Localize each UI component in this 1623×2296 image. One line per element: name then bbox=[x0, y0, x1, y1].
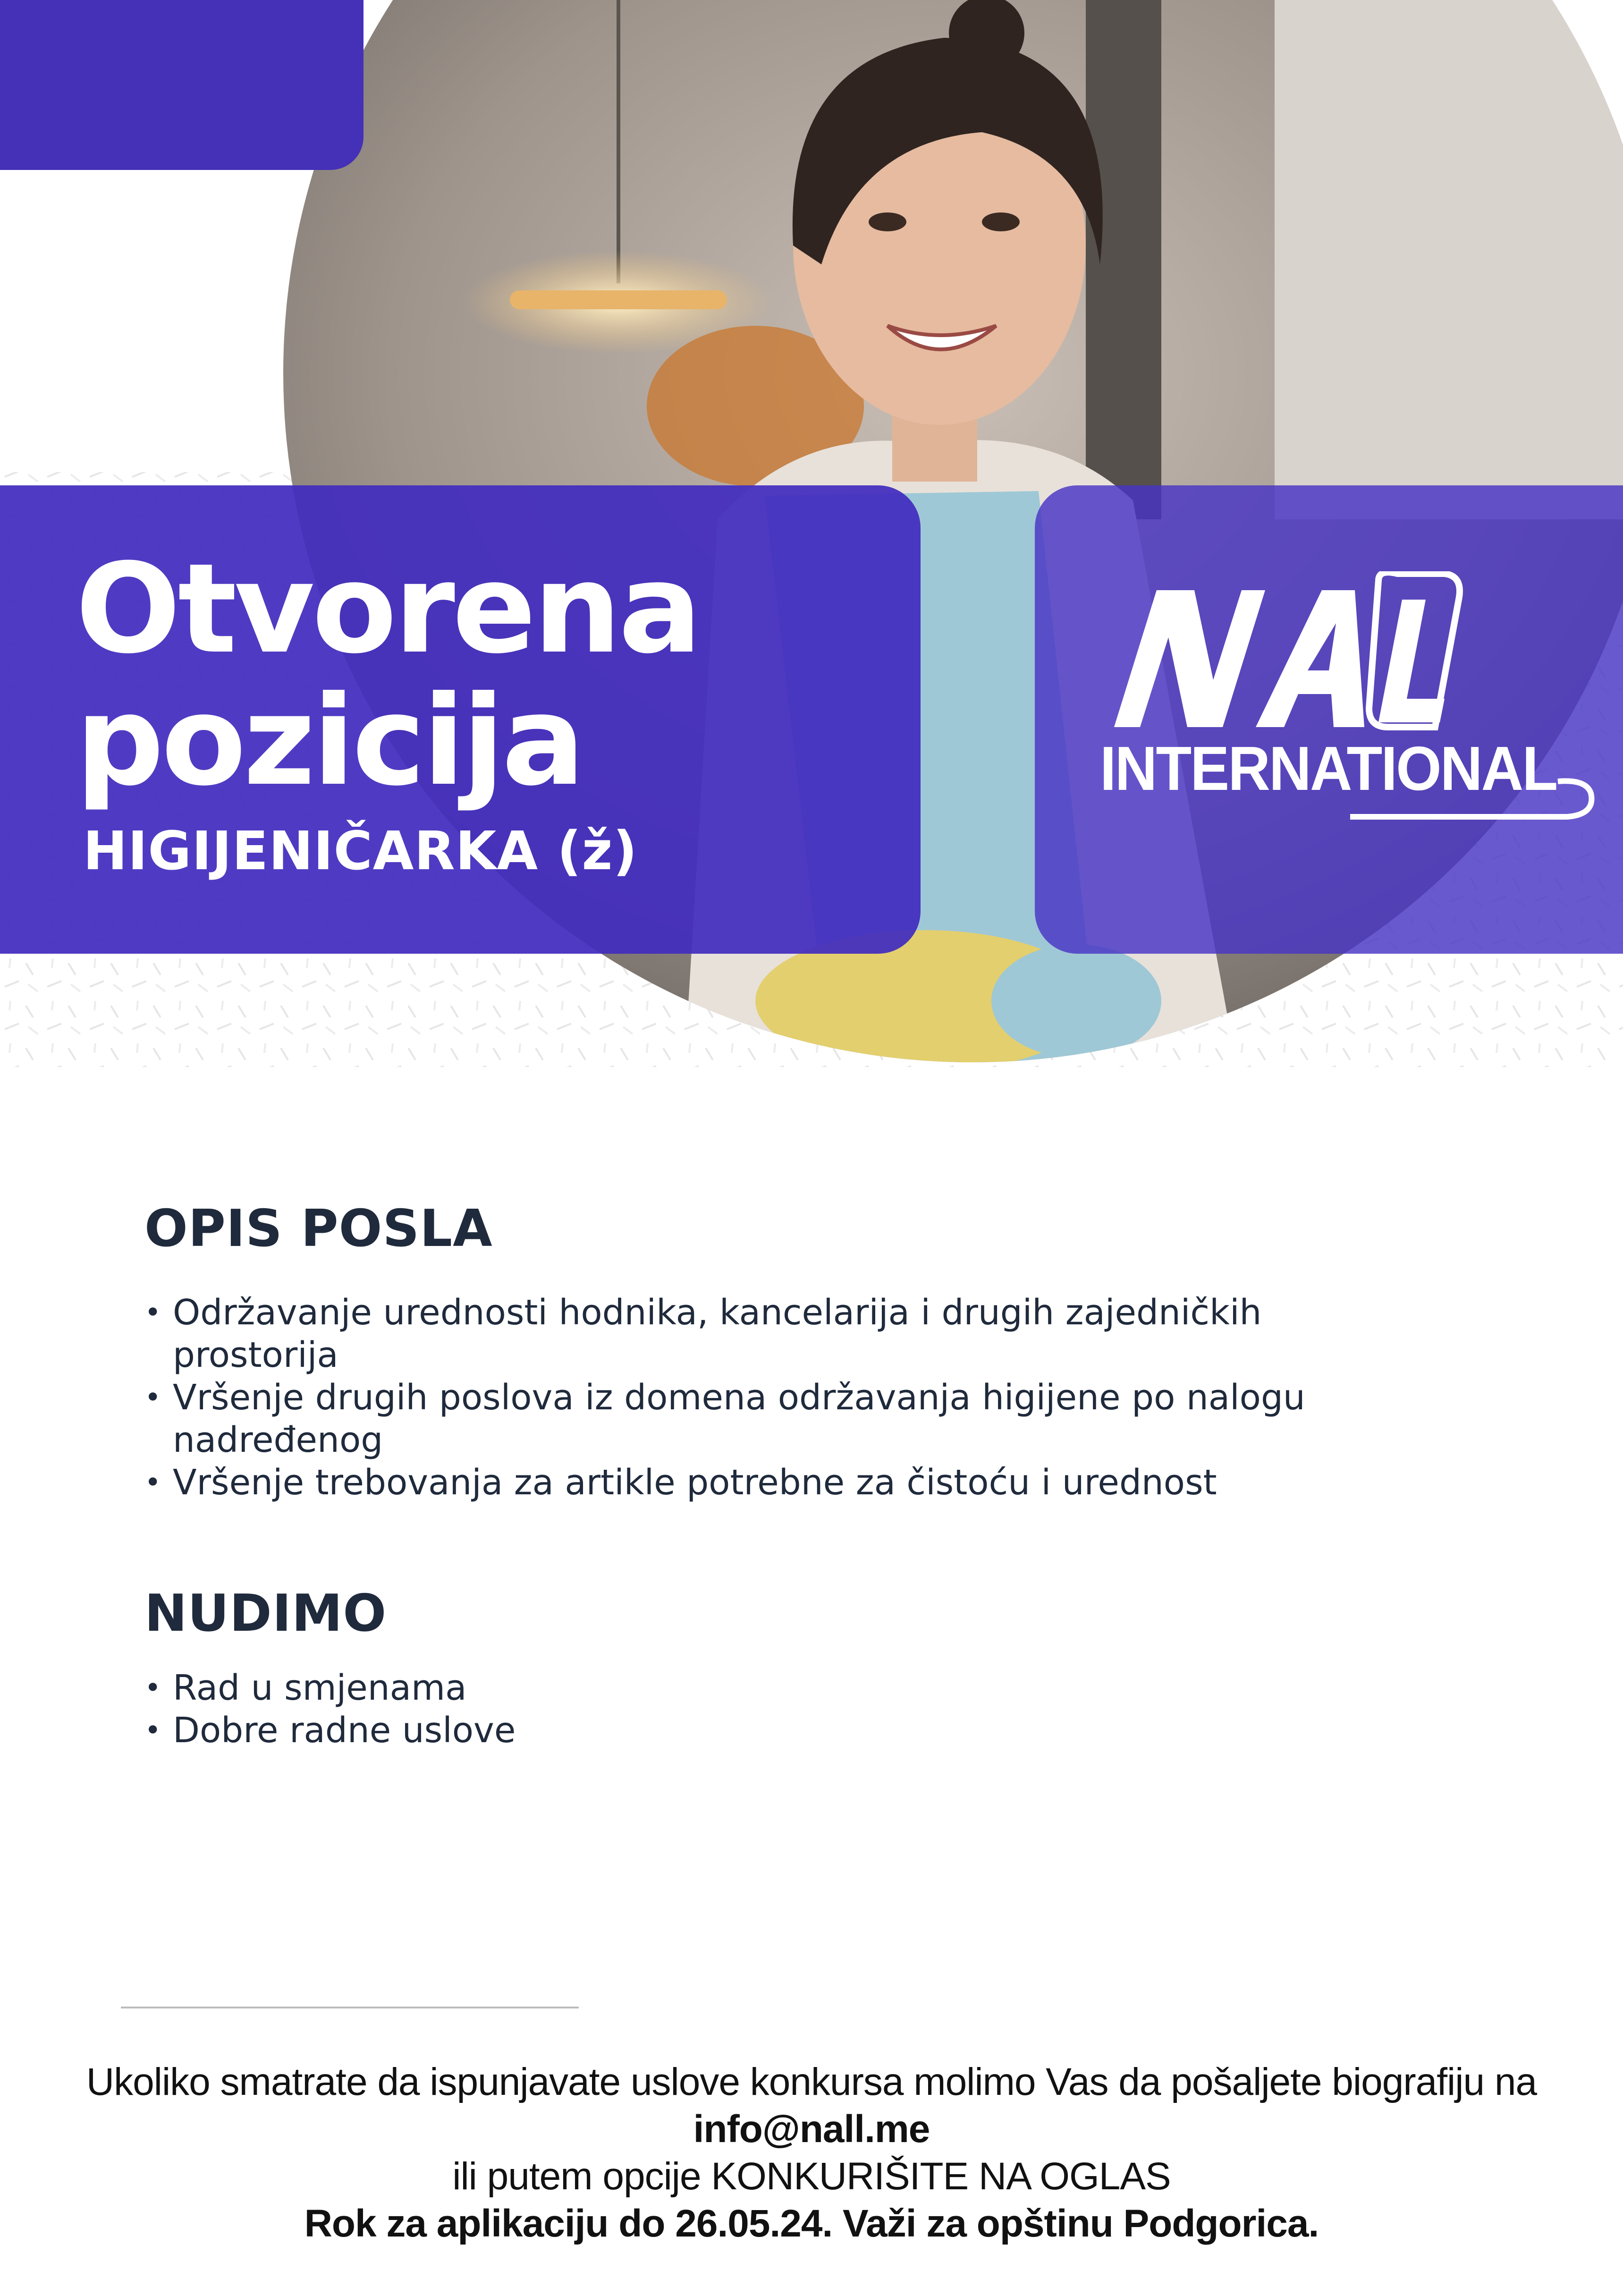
job-details bbox=[144, 1199, 1419, 1752]
footer-divider bbox=[121, 2007, 579, 2008]
list-item: • Vršenje drugih poslova iz domena održavanja higijene po nalogu nadređenog bbox=[144, 1376, 1419, 1461]
apply-instructions-text: Ukoliko smatrate da ispunjavate uslove konkursa molimo Vas da pošaljete biografiju na bbox=[86, 2060, 1537, 2103]
page-title bbox=[76, 537, 699, 813]
apply-option-text: ili putem opcije KONKURIŠITE NA OGLAS bbox=[452, 2155, 1171, 2198]
logo-wordmark: INTERNATIONAL bbox=[1100, 734, 1557, 803]
list-item: • Rad u smjenama bbox=[144, 1667, 1419, 1709]
job-position-title: HIGIJENIČARKA (ž) bbox=[83, 821, 638, 882]
list-item: • Održavanje urednosti hodnika, kancelarija i drugih zajedničkih prostorija bbox=[144, 1291, 1419, 1376]
contact-email-link[interactable]: info@nall.me bbox=[693, 2108, 930, 2151]
offer-list bbox=[144, 1667, 1419, 1752]
list-item: • Dobre radne uslove bbox=[144, 1709, 1419, 1752]
job-description-list bbox=[144, 1291, 1419, 1504]
title-line-1: Otvorena bbox=[76, 537, 699, 681]
company-logo bbox=[1086, 571, 1605, 836]
application-deadline: Rok za aplikaciju do 26.05.24. Važi za opštinu Podgorica. bbox=[304, 2202, 1319, 2245]
application-info bbox=[0, 2059, 1623, 2247]
offer-heading: NUDIMO bbox=[144, 1584, 387, 1643]
corner-accent-tab bbox=[0, 0, 363, 170]
apply-instructions bbox=[0, 2059, 1623, 2153]
job-description-heading: OPIS POSLA bbox=[144, 1199, 493, 1258]
title-line-2: pozicija bbox=[76, 669, 583, 813]
hero-banner bbox=[0, 0, 1623, 1067]
list-item: • Vršenje trebovanja za artikle potrebne za čistoću i urednost bbox=[144, 1461, 1419, 1504]
